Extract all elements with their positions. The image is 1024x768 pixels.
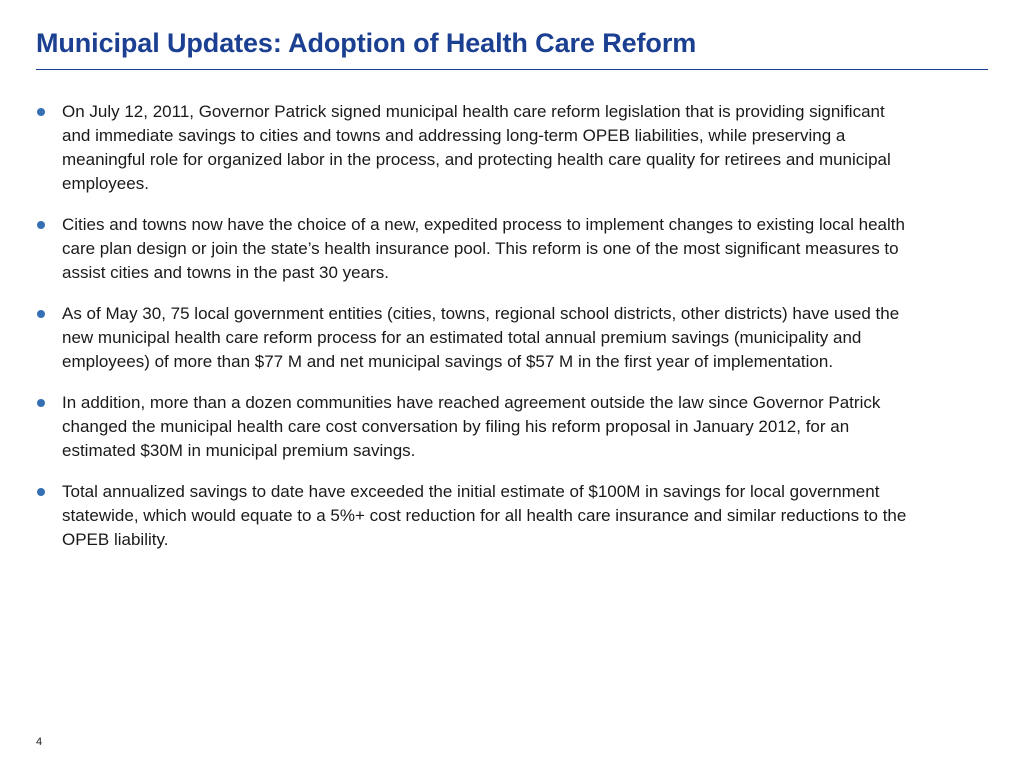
bullet-text: Cities and towns now have the choice of a new, expedited process to implement changes to existing local health care plan design or join the state’s health insurance pool. This reform is one of the most significant measures to assist cities and towns in the past 30 years. (62, 215, 905, 282)
bullet-item (36, 302, 916, 374)
bullet-dot-icon (37, 310, 45, 318)
bullet-item (36, 213, 916, 285)
bullet-item (36, 100, 916, 196)
bullet-item (36, 391, 916, 463)
bullet-dot-icon (37, 399, 45, 407)
slide-title: Municipal Updates: Adoption of Health Care Reform (36, 28, 697, 58)
page-number: 4 (36, 736, 43, 748)
bullet-dot-icon (37, 108, 45, 116)
bullet-text: Total annualized savings to date have exceeded the initial estimate of $100M in savings for local government statewide, which would equate to a 5%+ cost reduction for all health care insurance and similar reductions to the OPEB liability. (62, 482, 907, 549)
title-divider (36, 69, 988, 70)
bullet-dot-icon (37, 221, 45, 229)
bullet-item (36, 480, 916, 552)
bullet-list (36, 100, 916, 569)
bullet-text: On July 12, 2011, Governor Patrick signed municipal health care reform legislation that is providing significant and immediate savings to cities and towns and addressing long-term OPEB liabilities, while preserving a meaningful role for organized labor in the process, and protecting health care quality for retirees and municipal employees. (62, 102, 891, 193)
bullet-dot-icon (37, 488, 45, 496)
bullet-text: In addition, more than a dozen communities have reached agreement outside the law since Governor Patrick changed the municipal health care cost conversation by filing his reform proposal in January 2012, for an estimated $30M in municipal premium savings. (62, 393, 881, 460)
bullet-text: As of May 30, 75 local government entities (cities, towns, regional school districts, other districts) have used the new municipal health care reform process for an estimated total annual premium savings (municipality and employees) of more than $77 M and net municipal savings of $57 M in the first year of implementation. (62, 304, 900, 371)
